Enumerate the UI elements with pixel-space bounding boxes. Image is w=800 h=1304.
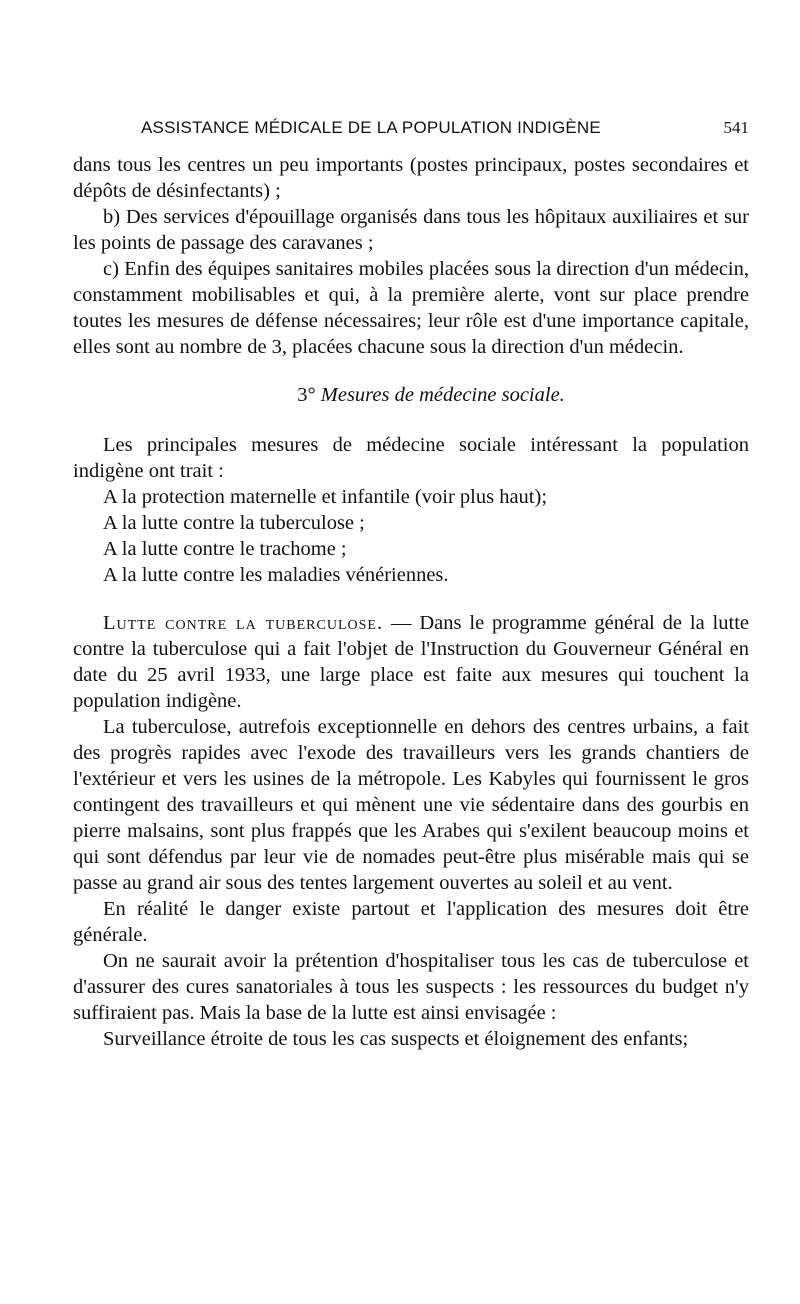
list-item-c: c) Enfin des équipes sanitaires mobiles placées sous la direction d'un médecin, constamment mobilisables et qui, à la première alerte, vont sur place prendre toutes les mesures de défense nécessaires; leur rôle est d'une importance capitale, elles sont au nombre de 3, placées chacune sous la direction d'un médecin. [73,258,749,358]
tuberculosis-paragraph-4: On ne saurait avoir la prétention d'hospitaliser tous les cas de tuberculose et d'assurer des cures sanatoriales à tous les suspects : les ressources du budget n'y suffiraient pas. Mais la base de la lutte est ainsi envisagée : [73,950,749,1024]
heading-dash: — [383,612,420,634]
running-head [73,112,749,152]
list-item-b: b) Des services d'épouillage organisés dans tous les hôpitaux auxiliaires et sur les points de passage des caravanes ; [73,206,749,254]
measure-item: A la protection maternelle et infantile (voir plus haut); [103,486,548,508]
measure-item: A la lutte contre le trachome ; [103,538,347,560]
section-intro: Les principales mesures de médecine sociale intéressant la population indigène ont trait : [73,434,749,482]
running-title: ASSISTANCE MÉDICALE DE LA POPULATION INDIGÈNE [141,118,601,137]
measure-item: A la lutte contre la tuberculose ; [103,512,365,534]
spacer [73,588,749,610]
measure-item: A la lutte contre les maladies vénériennes. [103,564,449,586]
tuberculosis-paragraph-1 [73,610,749,714]
paragraph-text: Dans le programme général de la lutte contre la tuberculose qui a fait l'objet de l'Instruction du Gouverneur Général en date du 25 avril 1933, une large place est faite aux mesures qui touchent la population indigène. [73,612,749,712]
tuberculosis-paragraph-2: La tuberculose, autrefois exceptionnelle en dehors des centres urbains, a fait des progrès rapides avec l'exode des travailleurs vers les grands chantiers de l'extérieur et vers les usines de la métropole. Les Kabyles qui fournissent le gros contingent des travailleurs et qui mènent une vie sédentaire dans des gourbis en pierre malsains, sont plus frappés que les Arabes qui s'exilent beaucoup moins et qui sont défendus par leur vie de nomades peut-être plus misérable mais qui se passe au grand air sous des tentes largement ouvertes au soleil et au vent. [73,716,749,894]
subsection-heading: Lutte contre la tuberculose. [103,612,384,634]
tuberculosis-paragraph-5: Surveillance étroite de tous les cas suspects et éloignement des enfants; [103,1028,689,1050]
page-number: 541 [723,118,749,137]
section-heading [73,382,749,408]
tuberculosis-paragraph-3: En réalité le danger existe partout et l'application des mesures doit être générale. [73,898,749,946]
continuation-paragraph: dans tous les centres un peu importants (postes principaux, postes secondaires et dépôts de désinfectants) ; [73,154,749,202]
section-title: Mesures de médecine sociale. [320,384,565,406]
section-number: 3° [297,384,316,406]
book-page [73,112,749,1052]
